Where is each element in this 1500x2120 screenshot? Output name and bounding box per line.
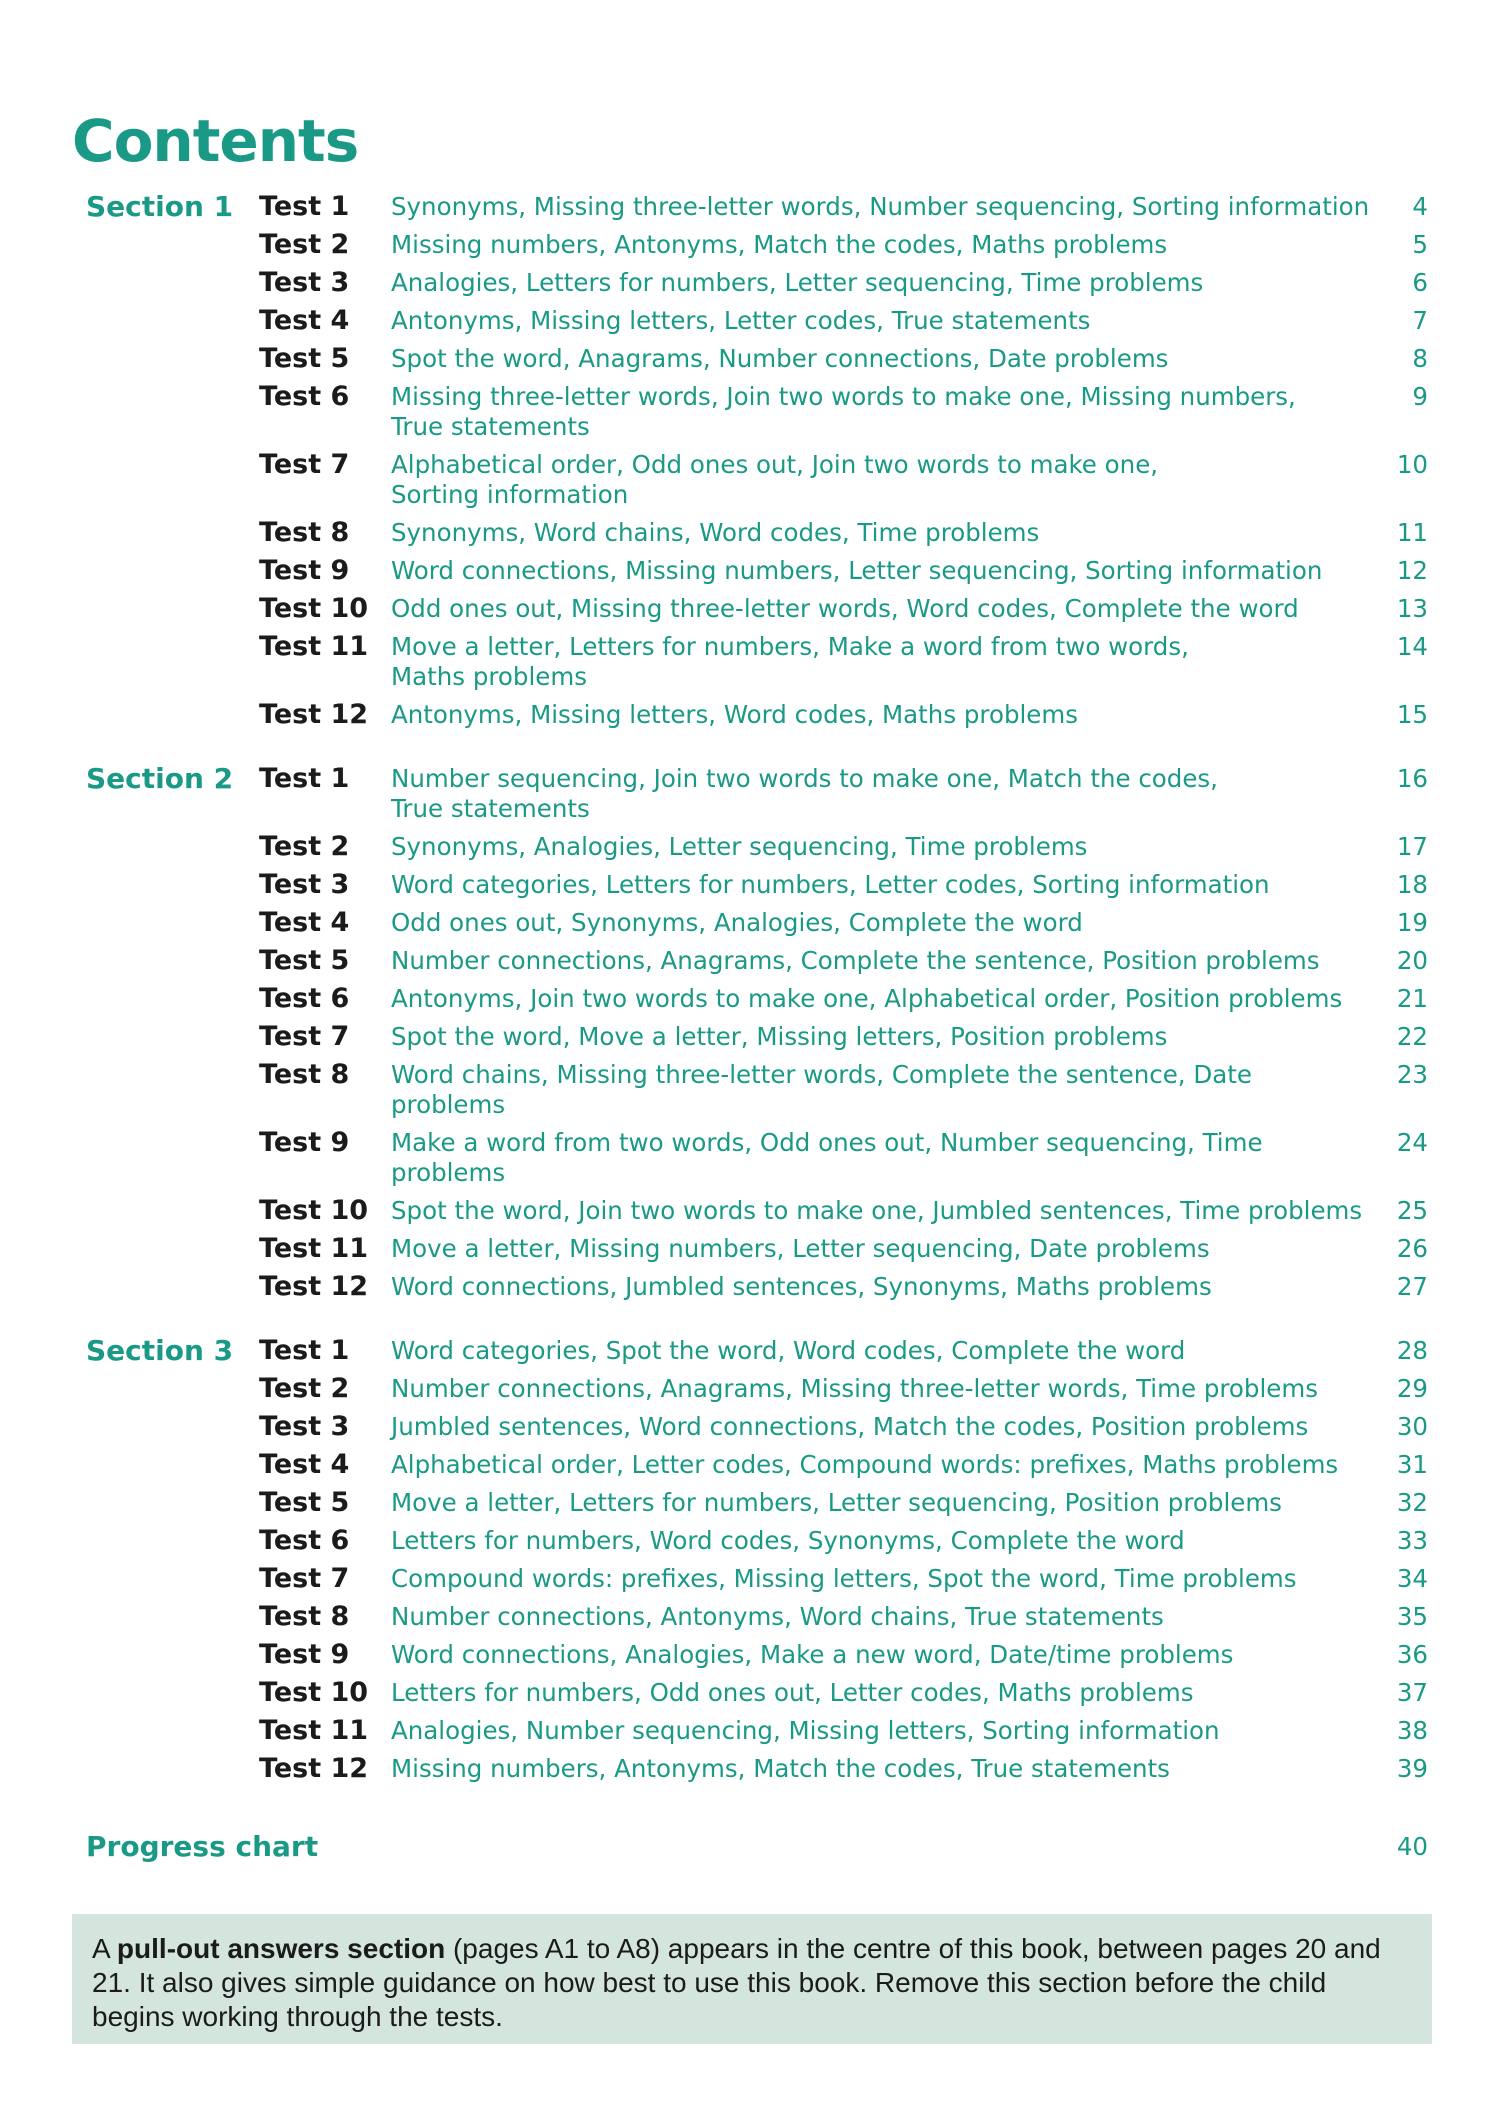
section-1 xyxy=(86,192,1428,730)
topics-line-1: Missing three-letter words, Join two words to make one, Missing numbers, xyxy=(391,382,1296,411)
toc-row[interactable] xyxy=(86,1640,1428,1670)
test-topics xyxy=(391,1526,1384,1556)
topics-line-1: Antonyms, Missing letters, Letter codes, True statements xyxy=(391,306,1091,335)
toc-row[interactable] xyxy=(86,1272,1428,1302)
test-label: Test 9 xyxy=(259,1127,350,1158)
test-label: Test 2 xyxy=(259,1373,350,1404)
test-topics xyxy=(391,268,1384,298)
test-topics xyxy=(391,1564,1384,1594)
topics-line-1: Compound words: prefixes, Missing letters, Spot the word, Time problems xyxy=(391,1564,1297,1593)
test-topics xyxy=(391,1488,1384,1518)
page-number: 14 xyxy=(1396,632,1428,661)
test-topics xyxy=(391,832,1384,862)
toc-row[interactable] xyxy=(86,1234,1428,1264)
test-topics xyxy=(391,908,1384,938)
topics-line-1: Antonyms, Missing letters, Word codes, Maths problems xyxy=(391,700,1079,729)
test-label: Test 4 xyxy=(259,305,350,336)
test-topics xyxy=(391,1336,1384,1366)
test-topics xyxy=(391,632,1384,692)
page-number: 33 xyxy=(1396,1526,1428,1555)
topics-line-1: Synonyms, Missing three-letter words, Number sequencing, Sorting information xyxy=(391,192,1370,221)
topics-line-1: Move a letter, Missing numbers, Letter sequencing, Date problems xyxy=(391,1234,1210,1263)
toc-row[interactable] xyxy=(86,1678,1428,1708)
page-number: 18 xyxy=(1396,870,1428,899)
test-topics xyxy=(391,700,1384,730)
topics-line-1: Antonyms, Join two words to make one, Alphabetical order, Position problems xyxy=(391,984,1343,1013)
test-topics xyxy=(391,450,1384,510)
topics-line-1: Jumbled sentences, Word connections, Match the codes, Position problems xyxy=(391,1412,1309,1441)
topics-line-1: Synonyms, Analogies, Letter sequencing, Time problems xyxy=(391,832,1088,861)
toc-row[interactable] xyxy=(86,230,1428,260)
toc-row[interactable] xyxy=(86,1336,1428,1366)
test-topics xyxy=(391,1272,1384,1302)
topics-line-1: Letters for numbers, Odd ones out, Letter codes, Maths problems xyxy=(391,1678,1194,1707)
toc-row[interactable] xyxy=(86,984,1428,1014)
test-label: Test 11 xyxy=(259,1233,369,1264)
test-label: Test 8 xyxy=(259,517,350,548)
test-label: Test 1 xyxy=(259,1335,350,1366)
page-number: 35 xyxy=(1396,1602,1428,1631)
topics-line-2: True statements xyxy=(391,412,590,441)
page-number: 24 xyxy=(1396,1128,1428,1157)
test-label: Test 2 xyxy=(259,831,350,862)
test-label: Test 5 xyxy=(259,1487,350,1518)
topics-line-2: True statements xyxy=(391,794,590,823)
page-number: 5 xyxy=(1412,230,1428,259)
page-number: 4 xyxy=(1412,192,1428,221)
toc-row[interactable] xyxy=(86,1196,1428,1226)
test-topics xyxy=(391,1022,1384,1052)
topics-line-1: Missing numbers, Antonyms, Match the codes, Maths problems xyxy=(391,230,1168,259)
topics-line-1: Move a letter, Letters for numbers, Letter sequencing, Position problems xyxy=(391,1488,1282,1517)
toc-row[interactable] xyxy=(86,1060,1428,1120)
test-label: Test 11 xyxy=(259,631,369,662)
page-number: 38 xyxy=(1396,1716,1428,1745)
topics-line-1: Word connections, Missing numbers, Letter sequencing, Sorting information xyxy=(391,556,1323,585)
test-label: Test 11 xyxy=(259,1715,369,1746)
test-topics xyxy=(391,518,1384,548)
test-topics xyxy=(391,230,1384,260)
test-label: Test 1 xyxy=(259,763,350,794)
test-label: Test 3 xyxy=(259,1411,350,1442)
test-label: Test 10 xyxy=(259,593,369,624)
section-label: Section 2 xyxy=(86,762,234,795)
toc-row[interactable] xyxy=(86,1374,1428,1404)
page-number: 15 xyxy=(1396,700,1428,729)
page-number: 23 xyxy=(1396,1060,1428,1089)
note-prefix: A xyxy=(92,1933,117,1964)
toc-row[interactable] xyxy=(86,632,1428,692)
test-label: Test 7 xyxy=(259,1021,350,1052)
topics-line-1: Number sequencing, Join two words to make one, Match the codes, xyxy=(391,764,1218,793)
page-number: 39 xyxy=(1396,1754,1428,1783)
toc-row[interactable] xyxy=(86,306,1428,336)
toc-row[interactable] xyxy=(86,700,1428,730)
test-label: Test 9 xyxy=(259,555,350,586)
section-label: Section 1 xyxy=(86,190,234,223)
test-topics xyxy=(391,1374,1384,1404)
toc-row[interactable] xyxy=(86,1488,1428,1518)
toc-row[interactable] xyxy=(86,1716,1428,1746)
toc-row[interactable] xyxy=(86,1564,1428,1594)
toc-row[interactable] xyxy=(86,870,1428,900)
topics-line-1: Word connections, Jumbled sentences, Synonyms, Maths problems xyxy=(391,1272,1212,1301)
page-title: Contents xyxy=(72,107,359,175)
toc-row[interactable] xyxy=(86,382,1428,442)
toc-row[interactable] xyxy=(86,192,1428,222)
page-number: 21 xyxy=(1396,984,1428,1013)
toc-row[interactable] xyxy=(86,1022,1428,1052)
topics-line-1: Make a word from two words, Odd ones out, Number sequencing, Time problems xyxy=(391,1128,1263,1187)
topics-line-2: Sorting information xyxy=(391,480,629,509)
note-bold: pull-out answers section xyxy=(116,1933,446,1964)
test-label: Test 10 xyxy=(259,1195,369,1226)
test-label: Test 3 xyxy=(259,267,350,298)
test-topics xyxy=(391,1412,1384,1442)
test-label: Test 4 xyxy=(259,907,350,938)
test-topics xyxy=(391,946,1384,976)
toc-row[interactable] xyxy=(86,908,1428,938)
toc-row[interactable] xyxy=(86,594,1428,624)
toc-row[interactable] xyxy=(86,450,1428,510)
page-number: 26 xyxy=(1396,1234,1428,1263)
page-number: 6 xyxy=(1412,268,1428,297)
toc-row[interactable] xyxy=(86,344,1428,374)
progress-chart-label: Progress chart xyxy=(86,1830,319,1863)
test-topics xyxy=(391,1450,1384,1480)
page-number: 16 xyxy=(1396,764,1428,793)
topics-line-1: Analogies, Number sequencing, Missing letters, Sorting information xyxy=(391,1716,1220,1745)
page-number: 9 xyxy=(1412,382,1428,411)
test-label: Test 9 xyxy=(259,1639,350,1670)
test-topics xyxy=(391,1196,1384,1226)
topics-line-1: Word chains, Missing three-letter words, Complete the sentence, Date problems xyxy=(391,1060,1252,1119)
toc-row[interactable] xyxy=(86,946,1428,976)
test-topics xyxy=(391,382,1384,442)
toc-row[interactable] xyxy=(86,764,1428,824)
test-label: Test 8 xyxy=(259,1601,350,1632)
page-number: 12 xyxy=(1396,556,1428,585)
test-topics xyxy=(391,870,1384,900)
page-number: 29 xyxy=(1396,1374,1428,1403)
page-number: 10 xyxy=(1396,450,1428,479)
contents-list xyxy=(86,192,1428,1862)
test-topics xyxy=(391,1602,1384,1632)
topics-line-1: Move a letter, Letters for numbers, Make a word from two words, xyxy=(391,632,1189,661)
test-topics xyxy=(391,1640,1384,1670)
page-number: 20 xyxy=(1396,946,1428,975)
page-number: 32 xyxy=(1396,1488,1428,1517)
page-number: 30 xyxy=(1396,1412,1428,1441)
toc-row[interactable] xyxy=(86,518,1428,548)
page-number: 19 xyxy=(1396,908,1428,937)
topics-line-1: Synonyms, Word chains, Word codes, Time problems xyxy=(391,518,1040,547)
test-label: Test 6 xyxy=(259,381,350,412)
test-label: Test 6 xyxy=(259,983,350,1014)
toc-row[interactable] xyxy=(86,832,1428,862)
test-label: Test 1 xyxy=(259,191,350,222)
page-number: 27 xyxy=(1396,1272,1428,1301)
topics-line-1: Alphabetical order, Letter codes, Compound words: prefixes, Maths problems xyxy=(391,1450,1339,1479)
test-label: Test 8 xyxy=(259,1059,350,1090)
note-rest: (pages A1 to A8) appears in the centre of this book, between pages 20 and 21. It also gives simple guidance on how best to use this book. Remove this section before the child begins working through the tests. xyxy=(92,1933,1381,2032)
test-label: Test 12 xyxy=(259,1271,369,1302)
page-number: 28 xyxy=(1396,1336,1428,1365)
toc-row[interactable] xyxy=(86,1754,1428,1784)
topics-line-1: Number connections, Antonyms, Word chains, True statements xyxy=(391,1602,1164,1631)
test-topics xyxy=(391,1754,1384,1784)
test-label: Test 5 xyxy=(259,945,350,976)
page-number: 37 xyxy=(1396,1678,1428,1707)
page-number: 11 xyxy=(1396,518,1428,547)
test-label: Test 12 xyxy=(259,699,369,730)
topics-line-1: Alphabetical order, Odd ones out, Join two words to make one, xyxy=(391,450,1159,479)
test-topics xyxy=(391,1060,1384,1120)
topics-line-1: Word categories, Spot the word, Word codes, Complete the word xyxy=(391,1336,1186,1365)
test-topics xyxy=(391,984,1384,1014)
toc-row[interactable] xyxy=(86,268,1428,298)
page-number: 25 xyxy=(1396,1196,1428,1225)
topics-line-2: Maths problems xyxy=(391,662,587,691)
test-topics xyxy=(391,306,1384,336)
page-number: 13 xyxy=(1396,594,1428,623)
topics-line-1: Letters for numbers, Word codes, Synonyms, Complete the word xyxy=(391,1526,1185,1555)
toc-row[interactable] xyxy=(86,1526,1428,1556)
toc-row[interactable] xyxy=(86,1128,1428,1188)
topics-line-1: Spot the word, Anagrams, Number connections, Date problems xyxy=(391,344,1169,373)
test-label: Test 2 xyxy=(259,229,350,260)
test-label: Test 10 xyxy=(259,1677,369,1708)
page-number: 8 xyxy=(1412,344,1428,373)
topics-line-1: Odd ones out, Synonyms, Analogies, Complete the word xyxy=(391,908,1083,937)
test-label: Test 6 xyxy=(259,1525,350,1556)
test-label: Test 7 xyxy=(259,1563,350,1594)
topics-line-1: Number connections, Anagrams, Missing three-letter words, Time problems xyxy=(391,1374,1318,1403)
test-label: Test 3 xyxy=(259,869,350,900)
section-label: Section 3 xyxy=(86,1334,234,1367)
topics-line-1: Odd ones out, Missing three-letter words, Word codes, Complete the word xyxy=(391,594,1299,623)
test-label: Test 4 xyxy=(259,1449,350,1480)
test-topics xyxy=(391,344,1384,374)
topics-line-1: Word categories, Letters for numbers, Letter codes, Sorting information xyxy=(391,870,1270,899)
toc-row[interactable] xyxy=(86,1450,1428,1480)
test-label: Test 12 xyxy=(259,1753,369,1784)
page-number: 22 xyxy=(1396,1022,1428,1051)
progress-chart-row[interactable] xyxy=(86,1832,1428,1862)
section-2 xyxy=(86,764,1428,1302)
topics-line-1: Word connections, Analogies, Make a new word, Date/time problems xyxy=(391,1640,1234,1669)
page-number: 36 xyxy=(1396,1640,1428,1669)
section-3 xyxy=(86,1336,1428,1784)
test-topics xyxy=(391,1678,1384,1708)
answers-note xyxy=(72,1914,1432,2044)
topics-line-1: Analogies, Letters for numbers, Letter sequencing, Time problems xyxy=(391,268,1204,297)
page-number: 7 xyxy=(1412,306,1428,335)
test-topics xyxy=(391,556,1384,586)
topics-line-1: Spot the word, Move a letter, Missing letters, Position problems xyxy=(391,1022,1168,1051)
page-number: 34 xyxy=(1396,1564,1428,1593)
toc-row[interactable] xyxy=(86,1602,1428,1632)
test-topics xyxy=(391,594,1384,624)
page-number: 17 xyxy=(1396,832,1428,861)
test-topics xyxy=(391,192,1384,222)
topics-line-1: Number connections, Anagrams, Complete the sentence, Position problems xyxy=(391,946,1320,975)
toc-row[interactable] xyxy=(86,556,1428,586)
toc-row[interactable] xyxy=(86,1412,1428,1442)
test-topics xyxy=(391,1234,1384,1264)
page-number: 31 xyxy=(1396,1450,1428,1479)
progress-chart-page: 40 xyxy=(1396,1832,1428,1861)
test-topics xyxy=(391,1716,1384,1746)
test-topics xyxy=(391,764,1384,824)
test-label: Test 5 xyxy=(259,343,350,374)
topics-line-1: Missing numbers, Antonyms, Match the codes, True statements xyxy=(391,1754,1170,1783)
test-topics xyxy=(391,1128,1384,1188)
topics-line-1: Spot the word, Join two words to make one, Jumbled sentences, Time problems xyxy=(391,1196,1363,1225)
test-label: Test 7 xyxy=(259,449,350,480)
